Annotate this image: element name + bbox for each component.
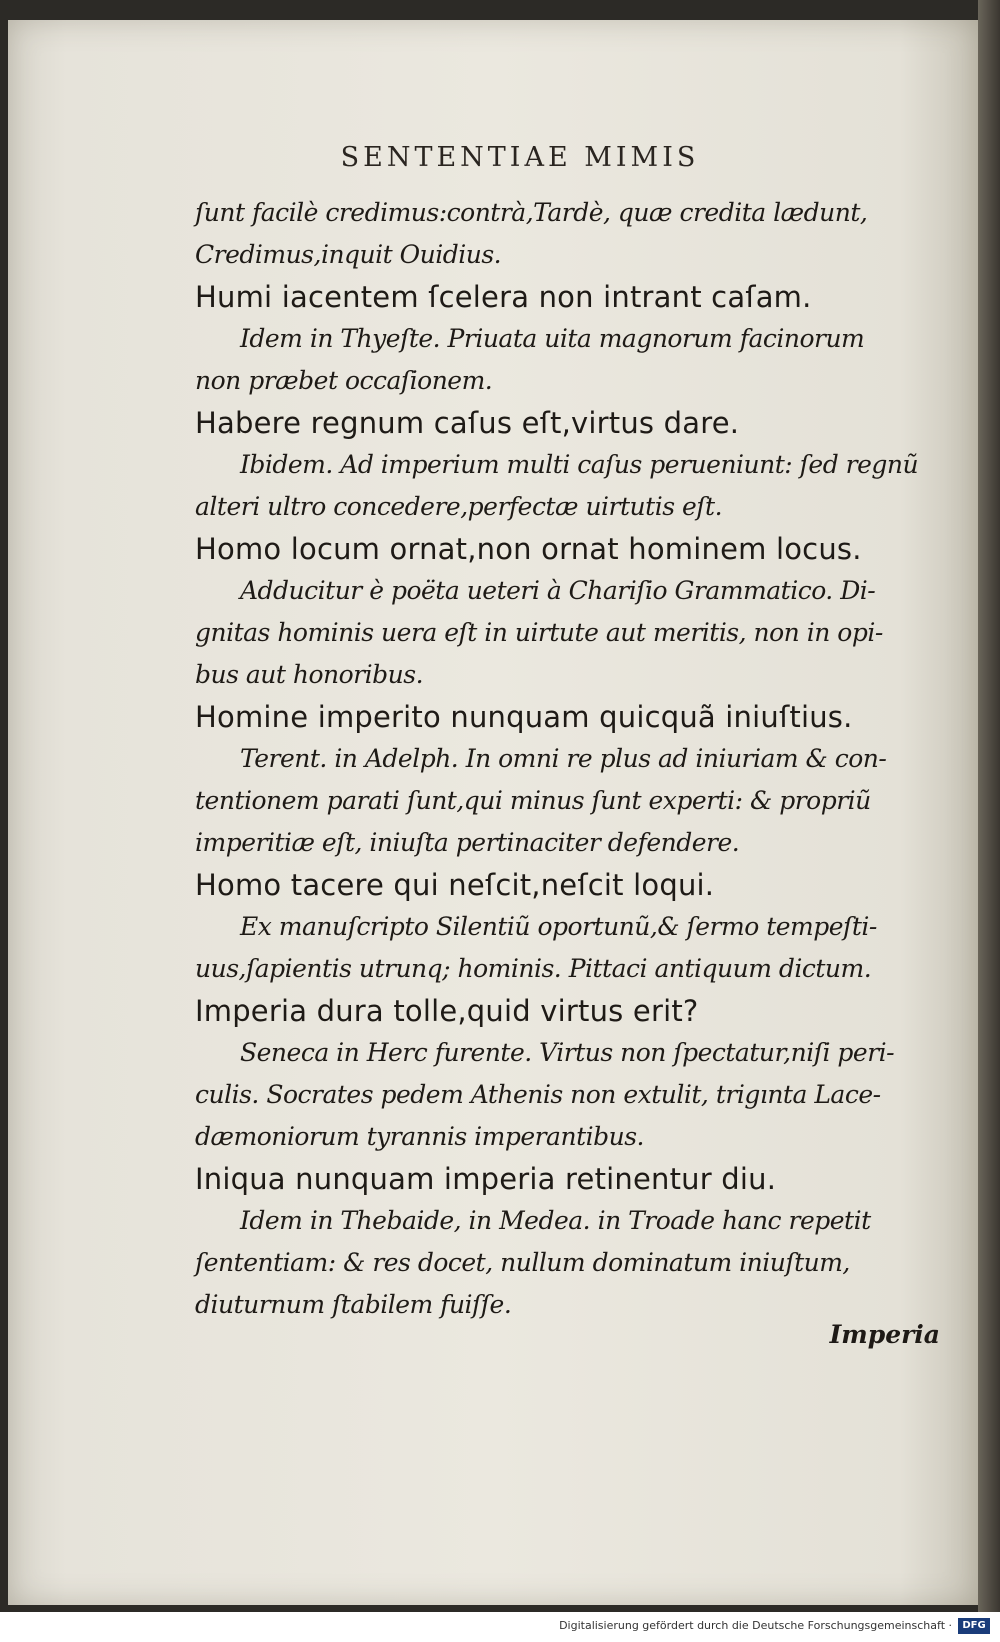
sententia-line: Homo tacere qui neſcit,neſcit loqui. <box>195 868 715 902</box>
footer-credit: Digitalisierung gefördert durch die Deutsche Forschungsgemeinschaft · <box>559 1619 952 1632</box>
commentary-line: Idem in Thebaide, in Medea. in Troade hanc repetit <box>240 1206 871 1235</box>
commentary-line: Ex manuſcripto Silentiũ oportunũ,& ſermo tempeſti- <box>240 912 877 941</box>
footer-bar <box>0 1614 1000 1642</box>
commentary-line: tentionem parati ſunt,qui minus ſunt experti: & propriũ <box>195 786 871 815</box>
commentary-line: imperitiæ eſt, iniuſta pertinaciter defendere. <box>195 828 740 857</box>
sententia-line: Iniqua nunquam imperia retinentur diu. <box>195 1162 777 1196</box>
commentary-line: Terent. in Adelph. In omni re plus ad iniuriam & con- <box>240 744 887 773</box>
commentary-line: Adducitur è poëta ueteri à Chariſio Grammatico. Di- <box>240 576 876 605</box>
catchword: Imperia <box>829 1320 940 1349</box>
commentary-line: dæmoniorum tyrannis imperantibus. <box>195 1122 644 1151</box>
sententia-line: Homine imperito nunquam quicquã iniuſtius. <box>195 700 853 734</box>
commentary-line: non præbet occaſionem. <box>195 366 493 395</box>
commentary-line: culis. Socrates pedem Athenis non extulit, trigınta Lace- <box>195 1080 881 1109</box>
running-title: SENTENTIAE MIMIS <box>340 142 700 173</box>
commentary-line: alteri ultro concedere,perfectæ uirtutis eſt. <box>195 492 723 521</box>
sententia-line: Habere regnum caſus eſt,virtus dare. <box>195 406 740 440</box>
commentary-line: gnitas hominis uera eſt in uirtute aut meritis, non in opi- <box>195 618 883 647</box>
commentary-line: uus,ſapientis utrunq; hominis. Pittaci antiquum dictum. <box>195 954 872 983</box>
commentary-line: Ibidem. Ad imperium multi caſus perueniunt: ſed regnũ <box>240 450 919 479</box>
sententia-line: Humi iacentem ſcelera non intrant caſam. <box>195 280 812 314</box>
commentary-line: diuturnum ſtabilem fuiſſe. <box>195 1290 512 1319</box>
commentary-line: Seneca in Herc furente. Virtus non ſpectatur,niſi peri- <box>240 1038 895 1067</box>
text-block <box>195 192 985 1326</box>
commentary-line: ſunt facilè credimus:contrà,Tardè, quæ credita lædunt, <box>195 198 868 227</box>
commentary-line: ſententiam: & res docet, nullum dominatum iniuſtum, <box>195 1248 850 1277</box>
dfg-logo[interactable]: DFG <box>958 1618 990 1634</box>
sententia-line: Homo locum ornat,non ornat hominem locus. <box>195 532 862 566</box>
commentary-line: bus aut honoribus. <box>195 660 424 689</box>
commentary-line: Idem in Thyeſte. Priuata uita magnorum facinorum <box>240 324 865 353</box>
sententia-line: Imperia dura tolle,quid virtus erit? <box>195 994 699 1028</box>
commentary-line: Credimus,inquit Ouidius. <box>195 240 502 269</box>
